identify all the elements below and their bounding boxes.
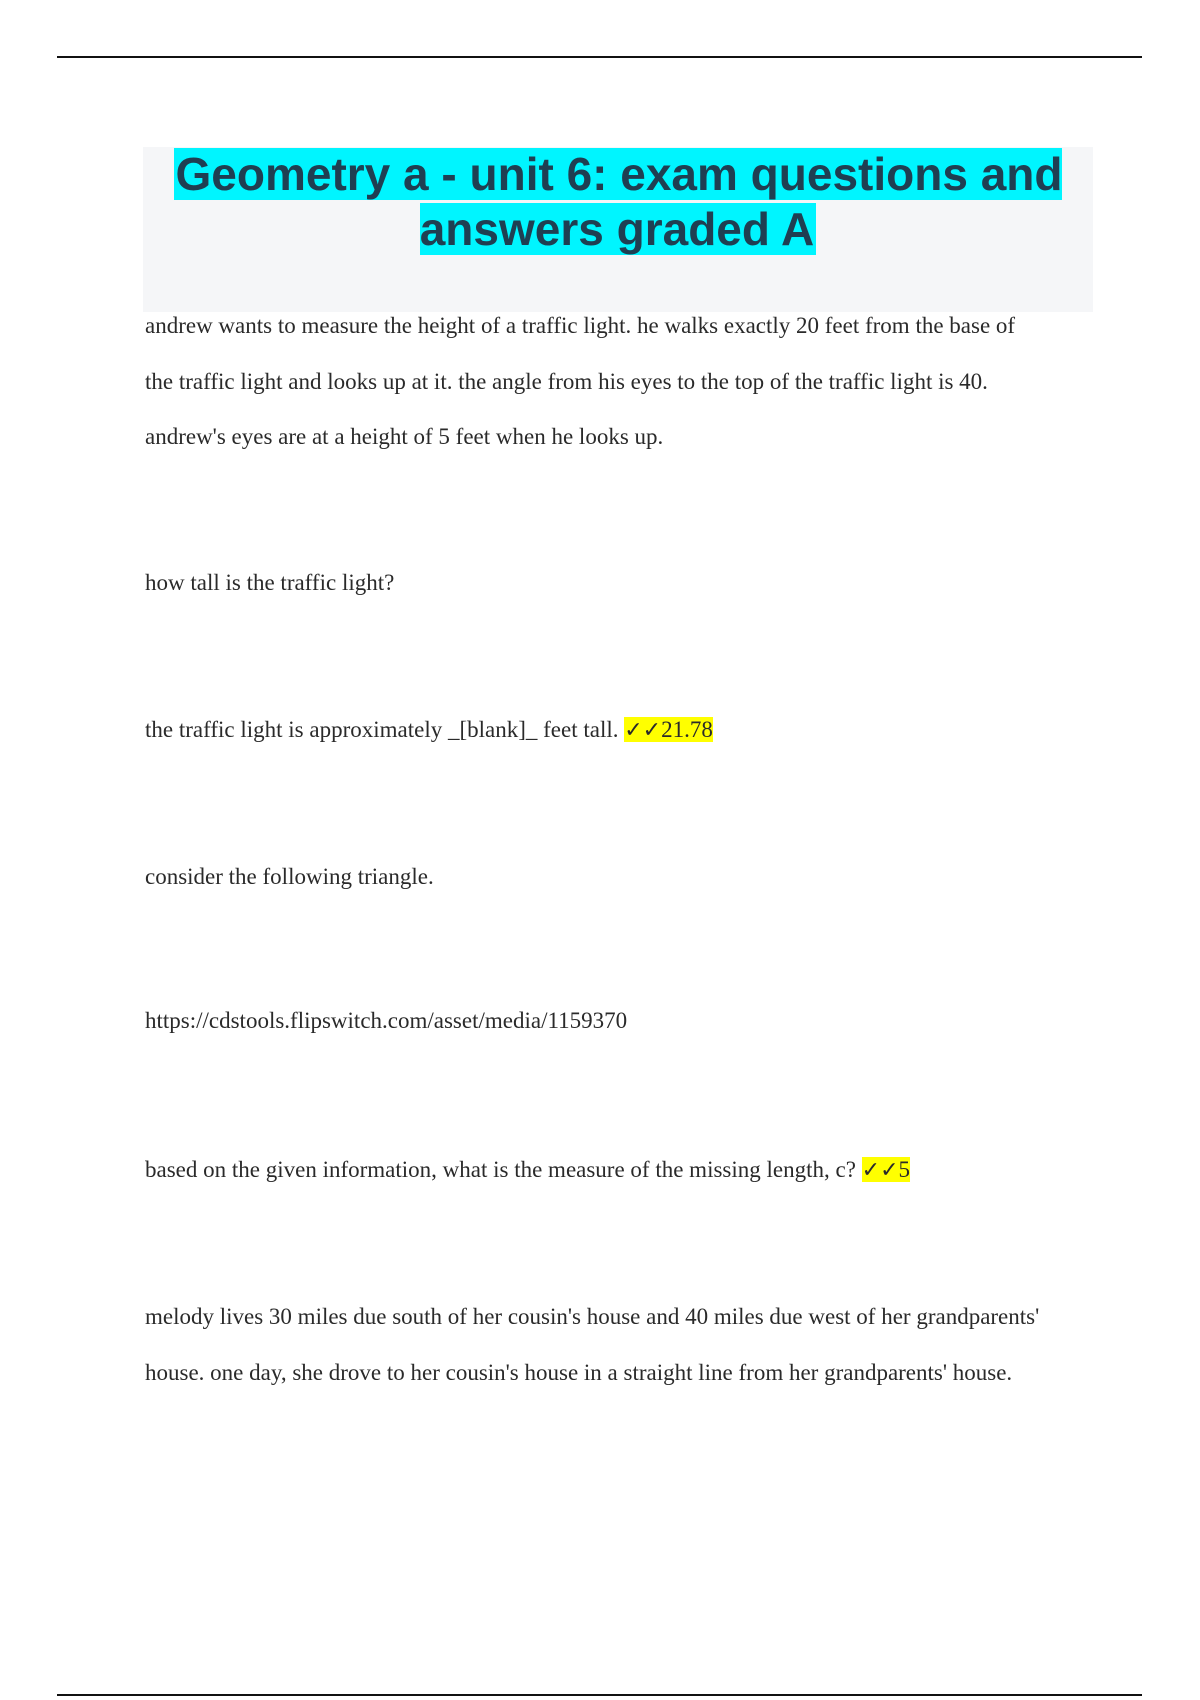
- q1-answer: 21.78: [661, 717, 713, 742]
- q2-answer-line: [145, 1142, 910, 1199]
- q3-line-1: melody lives 30 miles due south of her cousin's house and 40 miles due west of her grandparents': [145, 1304, 1040, 1329]
- double-check-icon: ✓✓: [624, 718, 662, 743]
- q3-line-2: house. one day, she drove to her cousin's house in a straight line from her grandparents' house.: [145, 1360, 1013, 1385]
- q1-question: how tall is the traffic light?: [145, 570, 395, 595]
- q1-prompt: the traffic light is approximately _[blank]_ feet tall.: [145, 717, 619, 742]
- q1-answer-line: [145, 702, 713, 759]
- q1-answer-highlight: [624, 717, 713, 742]
- q2-image-link[interactable]: https://cdstools.flipswitch.com/asset/media/1159370: [145, 1008, 628, 1033]
- double-check-icon: ✓✓: [861, 1158, 899, 1183]
- q1-line-3: andrew's eyes are at a height of 5 feet when he looks up.: [145, 424, 664, 449]
- bottom-rule: [57, 1694, 1142, 1696]
- q2-answer-highlight: [862, 1157, 910, 1182]
- title-block: [143, 147, 1093, 312]
- q2-intro: consider the following triangle.: [145, 864, 434, 889]
- q1-line-1: andrew wants to measure the height of a traffic light. he walks exactly 20 feet from the base of: [145, 313, 1016, 338]
- top-rule: [57, 56, 1142, 58]
- page-title: Geometry a - unit 6: exam questions and answers graded A: [175, 148, 1063, 255]
- q2-answer: 5: [898, 1157, 911, 1182]
- q1-line-2: the traffic light and looks up at it. the angle from his eyes to the top of the traffic light is 40.: [145, 369, 988, 394]
- q2-question: based on the given information, what is the measure of the missing length, c?: [145, 1157, 856, 1182]
